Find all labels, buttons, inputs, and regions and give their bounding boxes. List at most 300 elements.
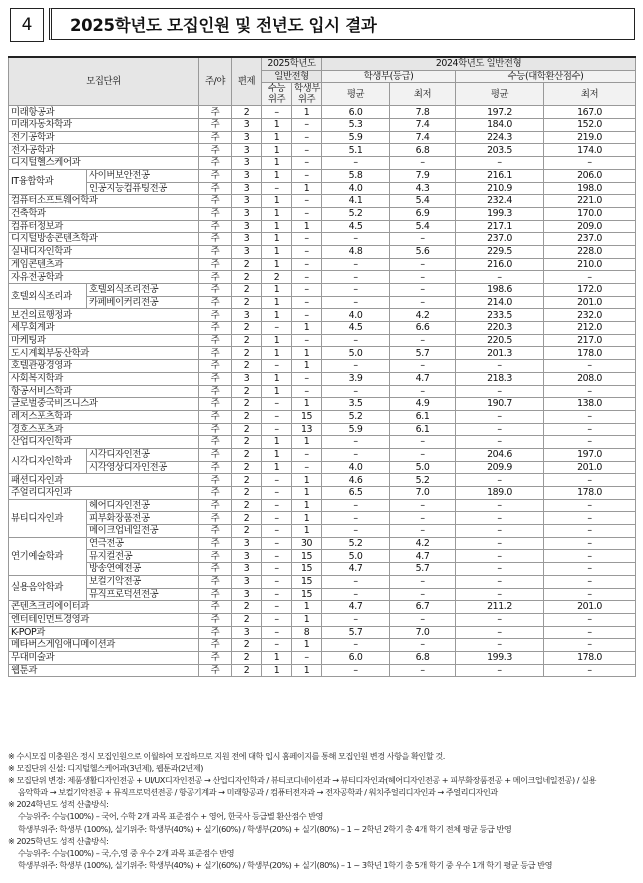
- grade-avg: 5.9: [322, 423, 390, 436]
- header-suneung-score: 수능(대학환산점수): [456, 70, 636, 83]
- score-min: 228.0: [544, 245, 636, 258]
- suneung-count: –: [262, 613, 292, 626]
- major-name: 메이크업네일전공: [87, 525, 199, 538]
- score-min: 206.0: [544, 169, 636, 182]
- grade-min: –: [390, 258, 456, 271]
- student-count: 1: [292, 347, 322, 360]
- score-avg: 217.1: [456, 220, 544, 233]
- table-row: [9, 461, 636, 474]
- table-row: [9, 372, 636, 385]
- major-name: 시각디자인전공: [87, 448, 199, 461]
- score-min: 212.0: [544, 322, 636, 335]
- grade-avg: –: [322, 639, 390, 652]
- student-count: 8: [292, 626, 322, 639]
- table-row: [9, 398, 636, 411]
- unit-name: 마케팅과: [9, 334, 199, 347]
- score-avg: 199.3: [456, 207, 544, 220]
- unit-name: 콘텐츠크리에이터과: [9, 601, 199, 614]
- score-avg: –: [456, 512, 544, 525]
- score-min: –: [544, 575, 636, 588]
- grade-avg: 5.2: [322, 537, 390, 550]
- student-count: –: [292, 461, 322, 474]
- unit-name: 패션디자인과: [9, 474, 199, 487]
- day-night: 주: [199, 626, 232, 639]
- table-row: [9, 563, 636, 576]
- day-night: 주: [199, 296, 232, 309]
- grade-min: –: [390, 271, 456, 284]
- grade-avg: 5.9: [322, 131, 390, 144]
- suneung-count: –: [262, 499, 292, 512]
- suneung-count: –: [262, 182, 292, 195]
- day-night: 주: [199, 245, 232, 258]
- grade-avg: –: [322, 360, 390, 373]
- header-student: [292, 83, 322, 106]
- day-night: 주: [199, 474, 232, 487]
- score-min: 198.0: [544, 182, 636, 195]
- grade-avg: –: [322, 385, 390, 398]
- suneung-count: 1: [262, 233, 292, 246]
- score-min: –: [544, 474, 636, 487]
- grade-min: –: [390, 613, 456, 626]
- day-night: 주: [199, 398, 232, 411]
- table-row: [9, 550, 636, 563]
- score-min: –: [544, 639, 636, 652]
- table-row: [9, 258, 636, 271]
- suneung-count: –: [262, 398, 292, 411]
- header-suneung-top: 수능: [267, 83, 286, 95]
- note-line: 학생부위주: 학생부 (100%), 실기위주: 학생부(40%) + 실기(60%) / 학생부(20%) + 실기(80%) – 1 ~ 2학년 2학기 총 4개 학기 전체 평균 등급 반영: [18, 823, 512, 834]
- major-name: 헤어디자인전공: [87, 499, 199, 512]
- grade-avg: 5.1: [322, 144, 390, 157]
- table-row: [9, 410, 636, 423]
- grade-avg: –: [322, 157, 390, 170]
- transfer: 3: [232, 588, 262, 601]
- suneung-count: 1: [262, 220, 292, 233]
- suneung-count: 2: [262, 271, 292, 284]
- grade-min: –: [390, 436, 456, 449]
- grade-min: 7.8: [390, 106, 456, 119]
- transfer: 3: [232, 119, 262, 132]
- grade-avg: –: [322, 271, 390, 284]
- transfer: 3: [232, 245, 262, 258]
- score-avg: –: [456, 385, 544, 398]
- transfer: 2: [232, 410, 262, 423]
- student-count: 1: [292, 499, 322, 512]
- note-line: 학생부위주: 학생부 (100%), 실기위주: 학생부(40%) + 실기(60%) / 학생부(20%) + 실기(80%) – 1 ~ 3학년 1학기 총 5개 학기 중 우수 1개 학기 평균 등급 반영: [18, 859, 552, 870]
- student-count: 1: [292, 322, 322, 335]
- day-night: 주: [199, 284, 232, 297]
- score-min: 152.0: [544, 119, 636, 132]
- score-avg: –: [456, 525, 544, 538]
- student-count: –: [292, 169, 322, 182]
- unit-name: 전자공학과: [9, 144, 199, 157]
- major-name: 방송연예전공: [87, 563, 199, 576]
- score-avg: –: [456, 499, 544, 512]
- day-night: 주: [199, 157, 232, 170]
- transfer: 3: [232, 131, 262, 144]
- score-min: –: [544, 512, 636, 525]
- score-avg: 209.9: [456, 461, 544, 474]
- table-row: [9, 322, 636, 335]
- table-row: [9, 360, 636, 373]
- major-name: 피부화장품전공: [87, 512, 199, 525]
- score-avg: 184.0: [456, 119, 544, 132]
- day-night: 주: [199, 512, 232, 525]
- score-min: –: [544, 563, 636, 576]
- major-name: 호텔외식조리전공: [87, 284, 199, 297]
- transfer: 3: [232, 144, 262, 157]
- table-row: [9, 512, 636, 525]
- day-night: 주: [199, 487, 232, 500]
- grade-avg: –: [322, 296, 390, 309]
- unit-name: 사회복지학과: [9, 372, 199, 385]
- transfer: 2: [232, 601, 262, 614]
- day-night: 주: [199, 233, 232, 246]
- score-min: 178.0: [544, 651, 636, 664]
- transfer: 3: [232, 220, 262, 233]
- student-count: 15: [292, 550, 322, 563]
- suneung-count: –: [262, 626, 292, 639]
- student-count: 1: [292, 360, 322, 373]
- table-row: [9, 296, 636, 309]
- table-row: [9, 537, 636, 550]
- table-row: [9, 220, 636, 233]
- header-min-grade: 최저: [390, 83, 456, 106]
- suneung-count: –: [262, 601, 292, 614]
- grade-min: –: [390, 233, 456, 246]
- student-count: –: [292, 258, 322, 271]
- grade-min: 5.0: [390, 461, 456, 474]
- transfer: 2: [232, 258, 262, 271]
- unit-name: 실내디자인학과: [9, 245, 199, 258]
- score-min: 174.0: [544, 144, 636, 157]
- table-row: [9, 144, 636, 157]
- score-avg: 190.7: [456, 398, 544, 411]
- transfer: 3: [232, 626, 262, 639]
- table-row: [9, 207, 636, 220]
- grade-avg: –: [322, 334, 390, 347]
- suneung-count: 1: [262, 334, 292, 347]
- suneung-count: 1: [262, 385, 292, 398]
- transfer: 2: [232, 664, 262, 677]
- score-min: 221.0: [544, 195, 636, 208]
- page-number: 4: [10, 8, 44, 42]
- suneung-count: 1: [262, 448, 292, 461]
- student-count: –: [292, 651, 322, 664]
- grade-min: –: [390, 157, 456, 170]
- unit-name: 세무회계과: [9, 322, 199, 335]
- unit-name: 항공서비스학과: [9, 385, 199, 398]
- student-count: –: [292, 448, 322, 461]
- grade-min: 5.4: [390, 220, 456, 233]
- score-min: 210.0: [544, 258, 636, 271]
- grade-min: 5.4: [390, 195, 456, 208]
- student-count: 1: [292, 512, 322, 525]
- grade-avg: –: [322, 664, 390, 677]
- suneung-count: 1: [262, 258, 292, 271]
- score-min: 178.0: [544, 487, 636, 500]
- admission-table: [8, 56, 636, 677]
- table-row: [9, 169, 636, 182]
- score-min: 170.0: [544, 207, 636, 220]
- day-night: 주: [199, 499, 232, 512]
- score-avg: 214.0: [456, 296, 544, 309]
- table-row: [9, 245, 636, 258]
- department-name: IT융합학과: [9, 169, 87, 194]
- transfer: 3: [232, 195, 262, 208]
- day-night: 주: [199, 410, 232, 423]
- note-line: ※ 모집단위 신설: 디지털헬스케어과(3년제), 웹툰과(2년제): [8, 763, 203, 774]
- table-row: [9, 157, 636, 170]
- grade-avg: –: [322, 588, 390, 601]
- table-row: [9, 664, 636, 677]
- grade-avg: 4.5: [322, 220, 390, 233]
- grade-min: 7.4: [390, 131, 456, 144]
- unit-name: 호텔관광경영과: [9, 360, 199, 373]
- page-title: 2025학년도 모집인원 및 전년도 입시 결과: [49, 8, 635, 40]
- day-night: 주: [199, 131, 232, 144]
- score-avg: 211.2: [456, 601, 544, 614]
- table-row: [9, 182, 636, 195]
- grade-min: –: [390, 284, 456, 297]
- suneung-count: 1: [262, 296, 292, 309]
- transfer: 3: [232, 157, 262, 170]
- transfer: 3: [232, 233, 262, 246]
- student-count: –: [292, 334, 322, 347]
- suneung-count: 1: [262, 372, 292, 385]
- grade-min: –: [390, 512, 456, 525]
- grade-min: –: [390, 385, 456, 398]
- grade-avg: –: [322, 258, 390, 271]
- day-night: 주: [199, 423, 232, 436]
- header-min-score: 최저: [544, 83, 636, 106]
- grade-min: –: [390, 360, 456, 373]
- day-night: 주: [199, 169, 232, 182]
- score-avg: –: [456, 474, 544, 487]
- header-2025: [262, 57, 322, 70]
- student-count: 15: [292, 575, 322, 588]
- grade-min: 4.2: [390, 537, 456, 550]
- header-suneung-bottom: 위주: [267, 94, 286, 106]
- student-count: 1: [292, 474, 322, 487]
- department-name: 호텔외식조리과: [9, 284, 87, 309]
- day-night: 주: [199, 360, 232, 373]
- grade-avg: –: [322, 284, 390, 297]
- grade-min: 4.7: [390, 372, 456, 385]
- score-avg: 204.6: [456, 448, 544, 461]
- suneung-count: 1: [262, 284, 292, 297]
- grade-avg: –: [322, 575, 390, 588]
- major-name: 뮤지컬전공: [87, 550, 199, 563]
- suneung-count: –: [262, 423, 292, 436]
- suneung-count: –: [262, 639, 292, 652]
- transfer: 2: [232, 347, 262, 360]
- grade-avg: 4.7: [322, 601, 390, 614]
- score-min: 232.0: [544, 309, 636, 322]
- student-count: 1: [292, 525, 322, 538]
- grade-avg: –: [322, 436, 390, 449]
- score-avg: 201.3: [456, 347, 544, 360]
- transfer: 3: [232, 372, 262, 385]
- score-avg: –: [456, 360, 544, 373]
- table-row: [9, 309, 636, 322]
- grade-avg: –: [322, 613, 390, 626]
- table-row: [9, 436, 636, 449]
- grade-avg: 5.3: [322, 119, 390, 132]
- unit-name: 산업디자인학과: [9, 436, 199, 449]
- unit-name: 자유전공학과: [9, 271, 199, 284]
- day-night: 주: [199, 220, 232, 233]
- transfer: 3: [232, 207, 262, 220]
- table-row: [9, 626, 636, 639]
- transfer: 2: [232, 360, 262, 373]
- score-min: 209.0: [544, 220, 636, 233]
- unit-name: 디지털헬스케어과: [9, 157, 199, 170]
- grade-min: 6.1: [390, 410, 456, 423]
- header-student-grade: 학생부(등급): [322, 70, 456, 83]
- grade-min: –: [390, 296, 456, 309]
- score-avg: –: [456, 664, 544, 677]
- day-night: 주: [199, 385, 232, 398]
- score-avg: 224.3: [456, 131, 544, 144]
- student-count: 1: [292, 398, 322, 411]
- grade-min: 5.2: [390, 474, 456, 487]
- grade-min: 5.7: [390, 347, 456, 360]
- score-avg: –: [456, 563, 544, 576]
- suneung-count: –: [262, 525, 292, 538]
- score-min: 219.0: [544, 131, 636, 144]
- suneung-count: –: [262, 410, 292, 423]
- score-min: –: [544, 588, 636, 601]
- notes-section: [8, 750, 638, 871]
- unit-name: 컴퓨터소프트웨어학과: [9, 195, 199, 208]
- day-night: 주: [199, 461, 232, 474]
- day-night: 주: [199, 563, 232, 576]
- score-avg: –: [456, 639, 544, 652]
- header-2024: 2024학년도 일반전형: [322, 57, 636, 70]
- grade-avg: –: [322, 448, 390, 461]
- transfer: 3: [232, 169, 262, 182]
- transfer: 3: [232, 550, 262, 563]
- suneung-count: –: [262, 322, 292, 335]
- day-night: 주: [199, 550, 232, 563]
- suneung-count: –: [262, 537, 292, 550]
- suneung-count: –: [262, 474, 292, 487]
- day-night: 주: [199, 334, 232, 347]
- page-header: [5, 6, 636, 42]
- unit-name: 경호스포츠과: [9, 423, 199, 436]
- grade-avg: 3.9: [322, 372, 390, 385]
- score-min: –: [544, 436, 636, 449]
- suneung-count: 1: [262, 131, 292, 144]
- score-avg: –: [456, 410, 544, 423]
- transfer: 2: [232, 474, 262, 487]
- score-avg: –: [456, 436, 544, 449]
- student-count: –: [292, 144, 322, 157]
- score-min: 237.0: [544, 233, 636, 246]
- day-night: 주: [199, 601, 232, 614]
- student-count: 1: [292, 220, 322, 233]
- table-row: [9, 347, 636, 360]
- unit-name: 미래항공과: [9, 106, 199, 119]
- score-avg: 210.9: [456, 182, 544, 195]
- major-name: 시각영상디자인전공: [87, 461, 199, 474]
- table-row: [9, 334, 636, 347]
- day-night: 주: [199, 119, 232, 132]
- note-line: ※ 수시모집 미충원은 정시 모집인원으로 이월하여 모집하므로 지원 전에 대학 입시 홈페이지를 통해 모집인원 변경 사항을 확인할 것.: [8, 751, 445, 761]
- header-student-top: 학생부: [294, 83, 320, 95]
- suneung-count: –: [262, 106, 292, 119]
- grade-avg: 5.0: [322, 347, 390, 360]
- transfer: 3: [232, 182, 262, 195]
- unit-name: 주얼리디자인과: [9, 487, 199, 500]
- unit-name: K-POP과: [9, 626, 199, 639]
- grade-avg: 3.5: [322, 398, 390, 411]
- unit-name: 건축학과: [9, 207, 199, 220]
- transfer: 2: [232, 651, 262, 664]
- score-avg: 218.3: [456, 372, 544, 385]
- unit-name: 무대미술과: [9, 651, 199, 664]
- header-suneung: [262, 83, 292, 106]
- suneung-count: 1: [262, 157, 292, 170]
- student-count: –: [292, 271, 322, 284]
- table-row: [9, 613, 636, 626]
- note-line: ※ 모집단위 변경: 제품생활디자인전공 + UI/UX디자인전공 → 산업디자인학과 / 뷰티코디네이션과 → 뷰티디자인과(헤어디자인전공 + 피부화장품전공 + 메이크업네일전공) / 실용: [8, 775, 596, 786]
- suneung-count: –: [262, 360, 292, 373]
- transfer: 2: [232, 436, 262, 449]
- score-min: –: [544, 360, 636, 373]
- score-min: 167.0: [544, 106, 636, 119]
- grade-min: –: [390, 588, 456, 601]
- score-min: –: [544, 157, 636, 170]
- student-count: 30: [292, 537, 322, 550]
- header-transfer: 편제: [232, 57, 262, 106]
- student-count: –: [292, 119, 322, 132]
- transfer: 2: [232, 448, 262, 461]
- score-avg: –: [456, 423, 544, 436]
- student-count: 1: [292, 182, 322, 195]
- grade-min: 6.9: [390, 207, 456, 220]
- grade-min: –: [390, 334, 456, 347]
- student-count: 13: [292, 423, 322, 436]
- student-count: –: [292, 284, 322, 297]
- major-name: 카페베이커리전공: [87, 296, 199, 309]
- day-night: 주: [199, 575, 232, 588]
- day-night: 주: [199, 525, 232, 538]
- major-name: 뮤직프로덕션전공: [87, 588, 199, 601]
- suneung-count: –: [262, 575, 292, 588]
- day-night: 주: [199, 372, 232, 385]
- score-min: 178.0: [544, 347, 636, 360]
- grade-min: 7.0: [390, 487, 456, 500]
- table-row: [9, 119, 636, 132]
- table-row: [9, 651, 636, 664]
- score-avg: –: [456, 588, 544, 601]
- unit-name: 글로벌중국비즈니스과: [9, 398, 199, 411]
- table-row: [9, 601, 636, 614]
- score-avg: –: [456, 626, 544, 639]
- table-row: [9, 423, 636, 436]
- unit-name: 미래자동차학과: [9, 119, 199, 132]
- unit-name: 컴퓨터정보과: [9, 220, 199, 233]
- score-avg: 220.3: [456, 322, 544, 335]
- student-count: 1: [292, 639, 322, 652]
- grade-min: 4.9: [390, 398, 456, 411]
- department-name: 뷰티디자인과: [9, 499, 87, 537]
- student-count: –: [292, 207, 322, 220]
- student-count: 1: [292, 664, 322, 677]
- suneung-count: 1: [262, 245, 292, 258]
